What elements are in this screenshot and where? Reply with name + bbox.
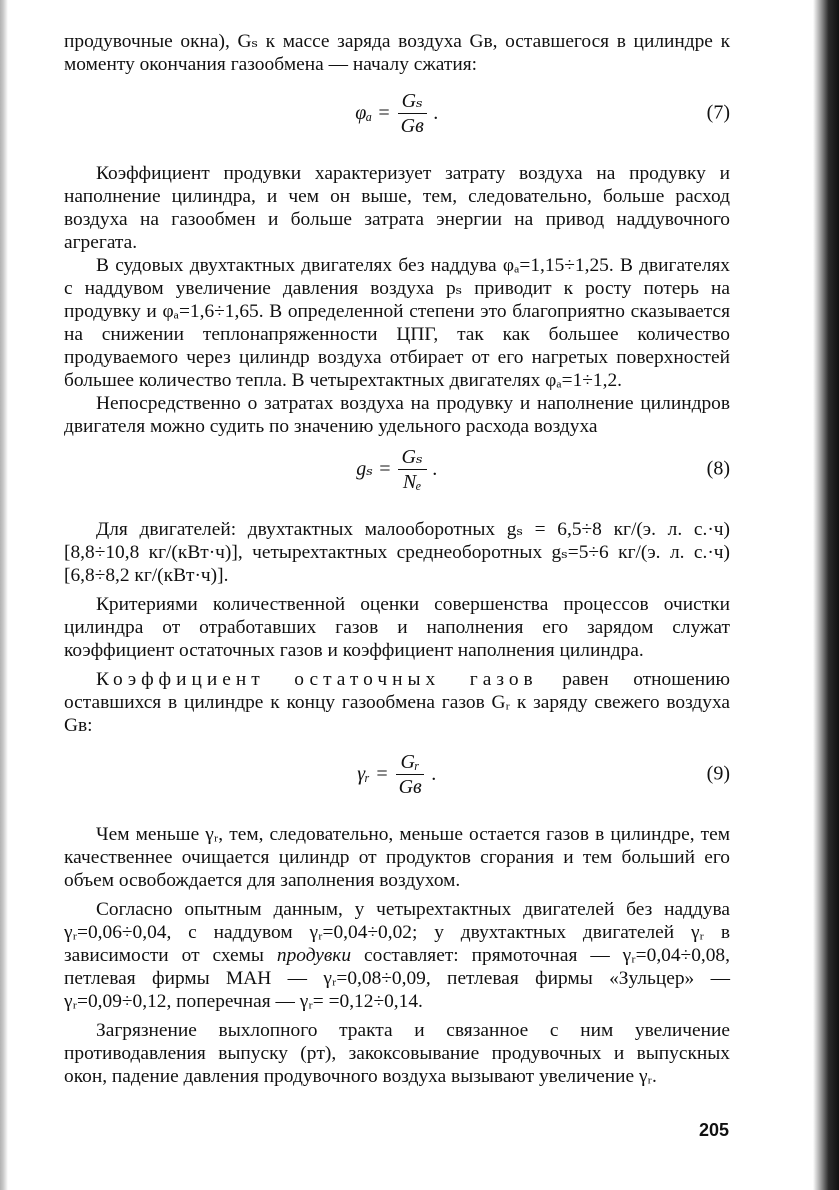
formula-9	[64, 743, 730, 805]
scan-left-edge	[0, 0, 8, 1190]
formula-9-lhs: γᵣ =	[357, 762, 389, 785]
formula-8-lhs: gₛ =	[356, 457, 392, 480]
formula-7	[64, 82, 730, 144]
scan-right-edge	[813, 0, 839, 1190]
formula-8-fraction	[398, 445, 427, 494]
page-body	[64, 30, 730, 1088]
formula-8-denominator: Nₑ	[402, 470, 422, 493]
paragraph-9-part-b: составляет: прямоточная — γᵣ=0,04÷0,08, петлевая фирмы МАН — γᵣ=0,08÷0,09, петлевая фирмы «Зульцер» — γᵣ=0,09÷0,12, поперечная — γᵣ= =0,12÷0,14.	[64, 945, 730, 1012]
paragraph-8: Чем меньше γᵣ, тем, следовательно, меньше остается газов в цилиндре, тем качественнее очищается цилиндр от продуктов сгорания и тем больший его объем освобождается для заполнения воздухом.	[64, 824, 730, 891]
formula-8	[64, 438, 730, 500]
formula-9-numerator: Gᵣ	[396, 750, 423, 775]
paragraph-10: Загрязнение выхлопного тракта и связанное с ним увеличение противодавления выпуску (pт), закоксовывание продувочных и выпускных окон, падение давления продувочного воздуха вызывают увеличение γᵣ.	[64, 1020, 730, 1087]
formula-8-number: (8)	[706, 457, 730, 480]
paragraph-9-part-a: Согласно опытным данным, у четырехтактных двигателей без наддува γᵣ=0,06÷0,04, с наддувом γᵣ=0,04÷0,02; у двухтактных двигателей γᵣ в зависимости от схемы	[64, 899, 730, 966]
paragraph-5: Для двигателей: двухтактных малооборотных gₛ = 6,5÷8 кг/(э. л. с.·ч) [8,8÷10,8 кг/(кВт·ч)], четырехтактных среднеоборотных gₛ=5÷6 кг/(э. л. с.·ч) [6,8÷8,2 кг/(кВт·ч)].	[64, 519, 730, 586]
formula-7-denominator: Gв	[400, 114, 424, 137]
term-residual-gas-coefficient: Коэффициент остаточных газов	[96, 669, 538, 690]
formula-7-lhs: φₐ =	[355, 101, 391, 124]
formula-7-number: (7)	[706, 101, 730, 124]
formula-9-fraction	[395, 750, 426, 799]
formula-8-expression	[64, 438, 730, 500]
formula-8-tail: .	[432, 457, 438, 480]
formula-9-tail: .	[431, 762, 437, 785]
formula-9-denominator: Gв	[398, 775, 422, 798]
formula-9-number: (9)	[706, 762, 730, 785]
formula-7-expression	[64, 82, 730, 144]
formula-9-expression	[64, 743, 730, 805]
page-number: 205	[698, 1120, 729, 1140]
paragraph-7-rest: равен отношению оставшихся в цилиндре к концу газообмена газов Gᵣ к заряду свежего воздуха Gв:	[64, 669, 730, 736]
formula-8-numerator: Gₛ	[398, 445, 427, 470]
formula-7-tail: .	[433, 101, 439, 124]
paragraph-2: Коэффициент продувки характеризует затрату воздуха на продувку и наполнение цилиндра, и чем он выше, тем, следовательно, больше расход воздуха на газообмен и больше затрата энергии на привод наддувочного агрегата.	[64, 163, 730, 253]
paragraph-6: Критериями количественной оценки совершенства процессов очистки цилиндра от отработавших газов и наполнения его зарядом служат коэффициент остаточных газов и коэффициент наполнения цилиндра.	[64, 594, 730, 661]
paragraph-9	[64, 898, 730, 1013]
paragraph-3: В судовых двухтактных двигателях без наддува φₐ=1,15÷1,25. В двигателях с наддувом увеличение давления воздуха pₛ приводит к росту потерь на продувку и φₐ=1,6÷1,65. В определенной степени это благоприятно сказывается на снижении теплонапряженности ЦПГ, так как большее количество продуваемого через цилиндр воздуха отбирает от его нагретых поверхностей большее количество тепла. В четырехтактных двигателях φₐ=1÷1,2.	[64, 255, 730, 391]
formula-7-numerator: Gₛ	[398, 89, 427, 114]
paragraph-9-italic-term: продувки	[276, 945, 352, 966]
paragraph-4: Непосредственно о затратах воздуха на продувку и наполнение цилиндров двигателя можно судить по значению удельного расхода воздуха	[64, 393, 730, 437]
paragraph-7	[64, 668, 730, 737]
paragraph-1: продувочные окна), Gₛ к массе заряда воздуха Gв, оставшегося в цилиндре к моменту окончания газообмена — началу сжатия:	[64, 31, 730, 75]
formula-7-fraction	[397, 89, 428, 138]
